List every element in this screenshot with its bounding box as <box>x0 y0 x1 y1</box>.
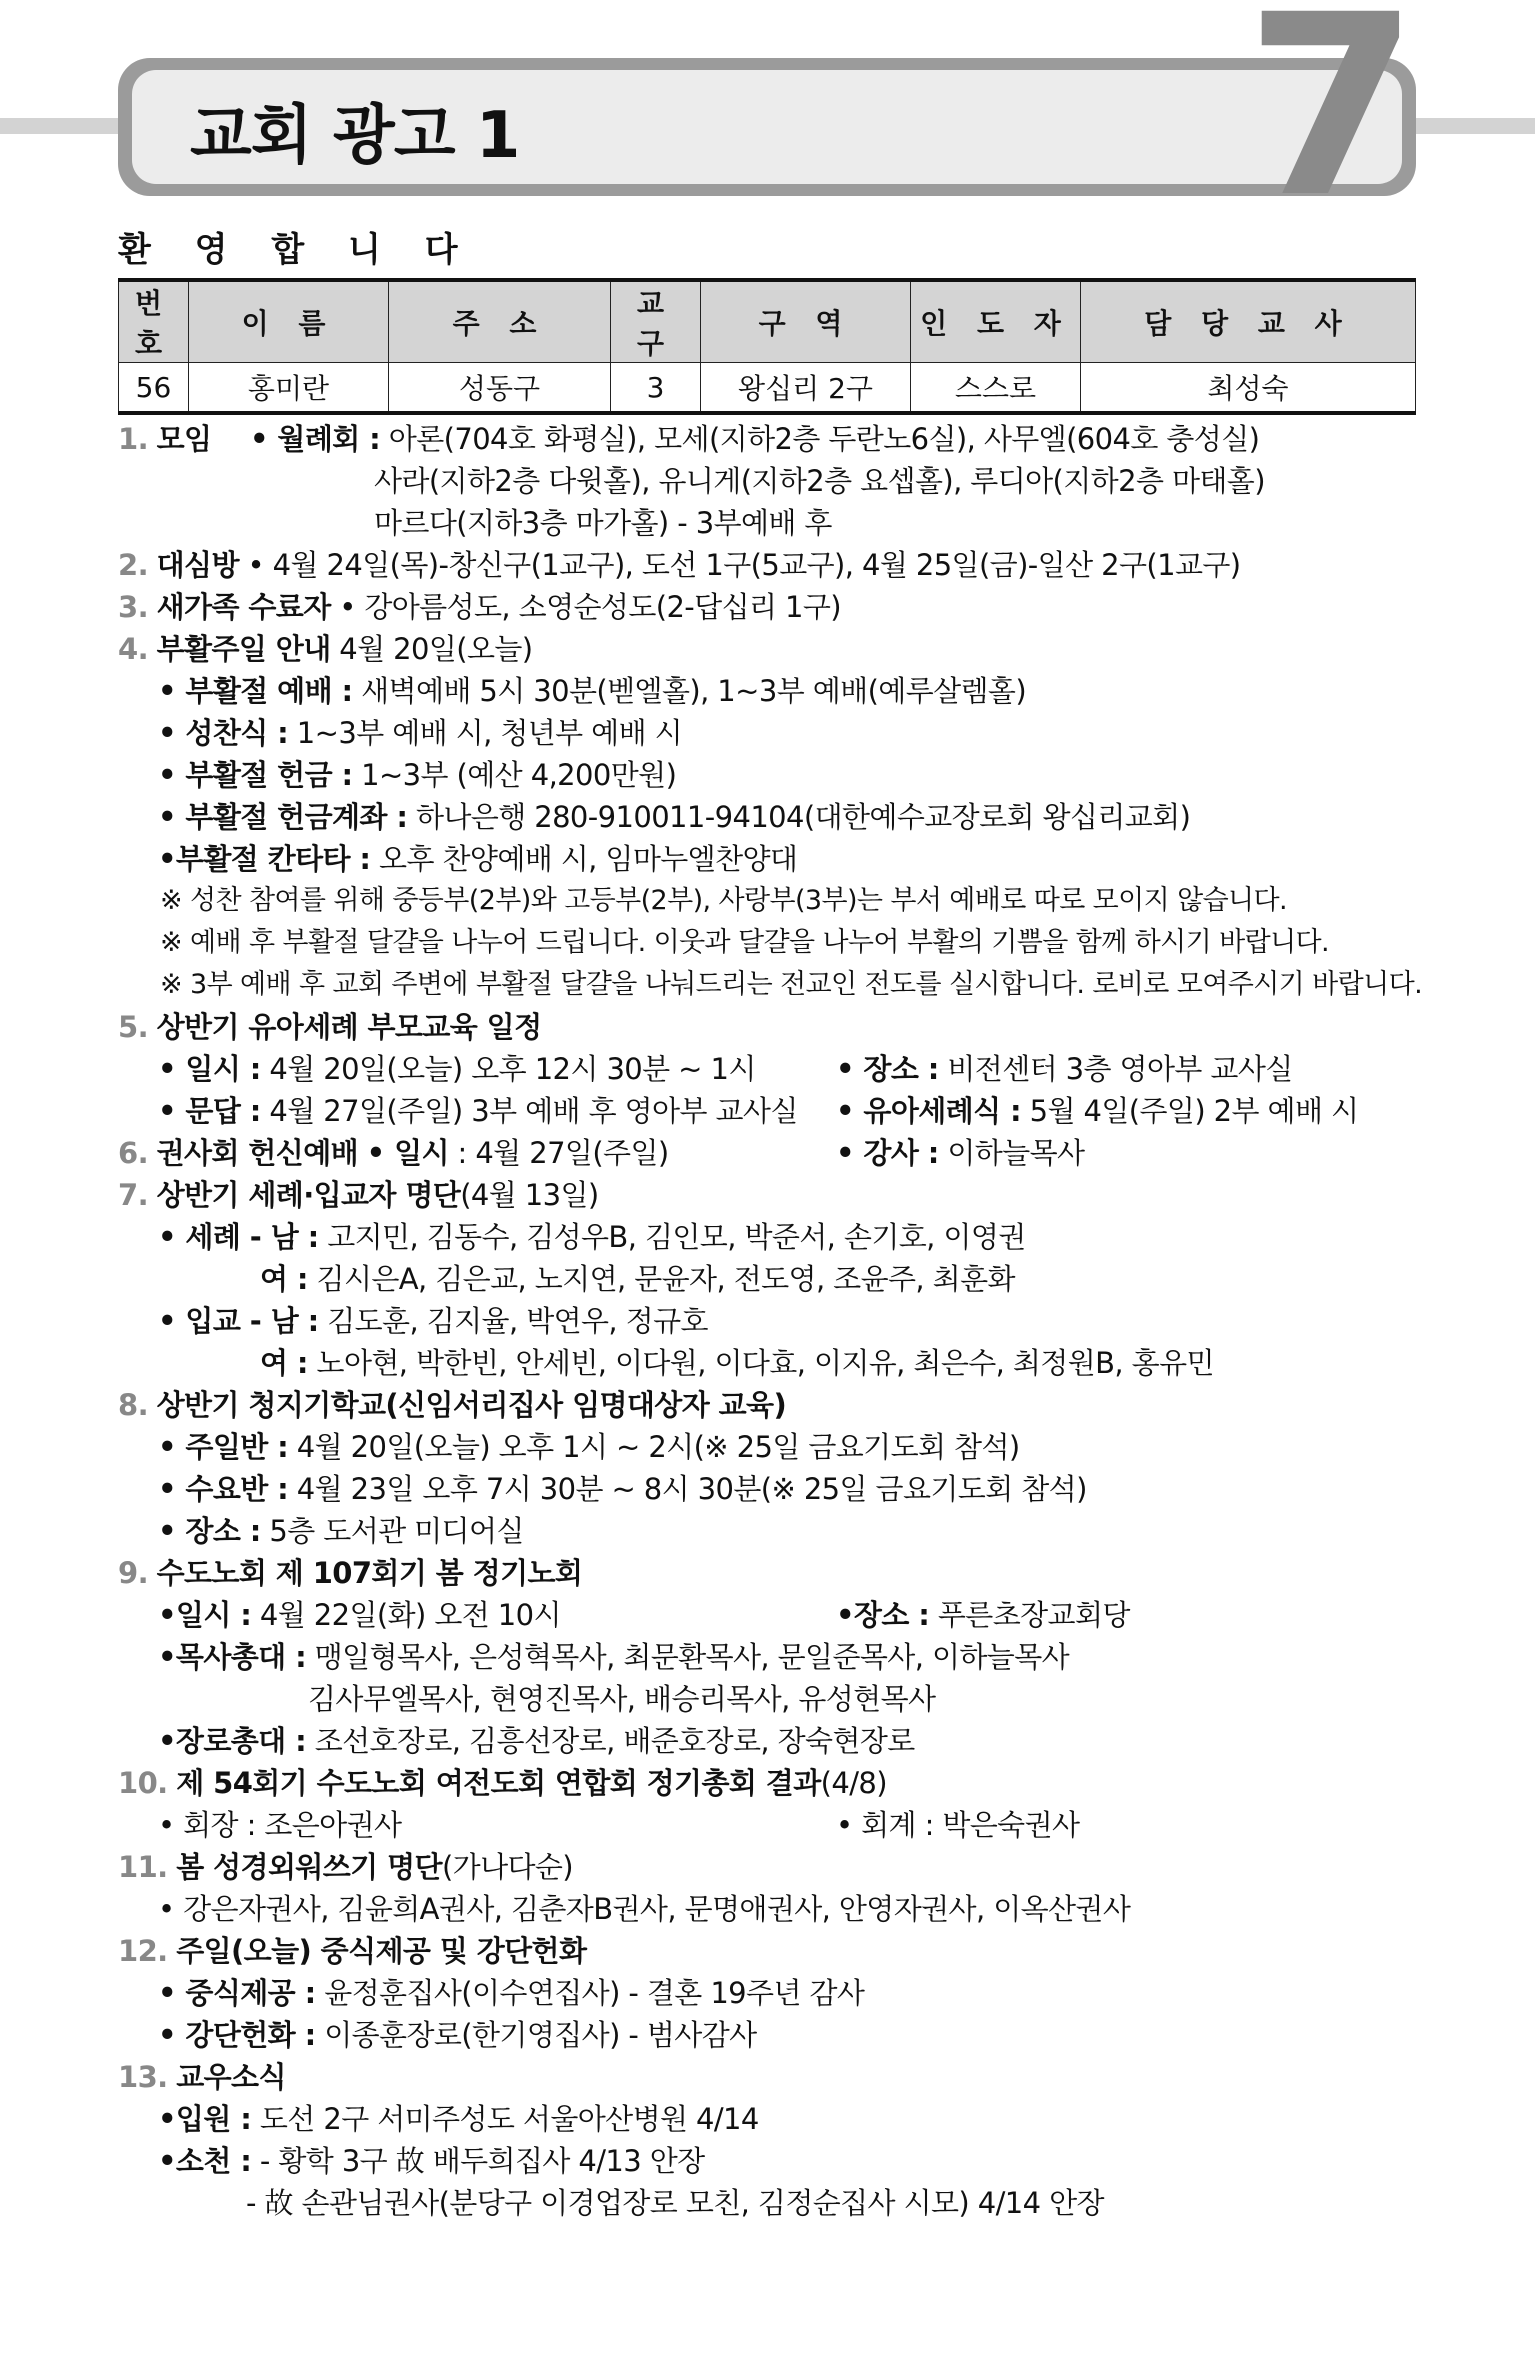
item-9 <box>118 1553 582 1593</box>
welcome-heading: 환 영 합 니 다 <box>118 230 474 270</box>
item-9-line: 김사무엘목사, 현영진목사, 배승리목사, 유성현목사 <box>308 1682 936 1716</box>
item-label: •부활절 칸타타 : <box>158 842 371 876</box>
item-7-line <box>158 1301 708 1341</box>
note: ※ 성찬 참여를 위해 중등부(2부)와 고등부(2부), 사랑부(3부)는 부서 예배로 따로 모이지 않습니다. <box>160 885 1288 916</box>
item-13-line <box>158 2099 759 2139</box>
item-11-line: • 강은자권사, 김윤희A권사, 김춘자B권사, 문명애권사, 안영자권사, 이옥산권사 <box>158 1892 1131 1926</box>
page-number: 7 <box>1245 0 1419 252</box>
note: ※ 3부 예배 후 교회 주변에 부활절 달걀을 나눠드리는 전교인 전도를 실시합니다. 로비로 모여주시기 바랍니다. <box>160 969 1423 1000</box>
item-label: • 강단헌화 : <box>158 2018 316 2052</box>
item-label: • 성찬식 : <box>158 716 289 750</box>
table-cell: 최성숙 <box>1081 363 1416 414</box>
item-4-line <box>158 713 682 753</box>
item-10-line: • 회계 : 박은숙권사 <box>836 1808 1080 1842</box>
item-text: (가나다순) <box>441 1850 574 1884</box>
col-header: 번호 <box>119 280 189 363</box>
item-text: 이하늘목사 <box>947 1136 1085 1170</box>
item-label: • 일시 : <box>158 1052 261 1086</box>
col-header: 교 구 <box>611 280 701 363</box>
item-text: - 황학 3구 故 배두희집사 4/13 안장 <box>259 2144 705 2178</box>
item-text: 4월 20일(오늘) <box>339 632 533 666</box>
item-text: 4월 20일(오늘) 오후 1시 ~ 2시(※ 25일 금요기도회 참석) <box>296 1430 1020 1464</box>
item-10-line: • 회장 : 조은아권사 <box>158 1808 402 1842</box>
item-title: 교우소식 <box>176 2060 286 2094</box>
item-title: 상반기 청지기학교(신임서리집사 임명대상자 교육) <box>156 1388 787 1422</box>
item-8-line <box>158 1469 1087 1509</box>
item-5-line <box>158 1091 798 1131</box>
item-label: • 입교 - 남 : <box>158 1304 319 1338</box>
table-cell: 왕십리 2구 <box>701 363 911 414</box>
item-text: 1~3부 (예산 4,200만원) <box>361 758 677 792</box>
item-number: 11. <box>118 1850 168 1884</box>
table-cell: 성동구 <box>389 363 611 414</box>
item-text: 4월 23일 오후 7시 30분 ~ 8시 30분(※ 25일 금요기도회 참석) <box>296 1472 1087 1506</box>
item-label: • 중식제공 : <box>158 1976 316 2010</box>
item-label: • 부활절 헌금 : <box>158 758 353 792</box>
item-text: • 강아름성도, 소영순성도(2-답십리 1구) <box>339 590 842 624</box>
table-cell: 56 <box>119 363 189 414</box>
item-text: 5월 4일(주일) 2부 예배 시 <box>1029 1094 1359 1128</box>
col-header: 이 름 <box>189 280 389 363</box>
item-number: 7. <box>118 1178 148 1212</box>
item-label: • 부활절 예배 : <box>158 674 353 708</box>
item-number: 3. <box>118 590 148 624</box>
item-label: •장로총대 : <box>158 1724 307 1758</box>
item-label: • 장소 : <box>836 1052 939 1086</box>
col-header: 담 당 교 사 <box>1081 280 1416 363</box>
item-label: •목사총대 : <box>158 1640 307 1674</box>
item-label: 여 : <box>260 1262 308 1296</box>
item-5 <box>118 1007 542 1047</box>
item-title: 모임 <box>156 422 212 456</box>
item-title: 대심방 <box>156 548 239 582</box>
item-text: (4월 13일) <box>460 1178 599 1212</box>
item-text: 김도훈, 김지율, 박연우, 정규호 <box>327 1304 708 1338</box>
item-2 <box>118 545 1241 585</box>
item-11 <box>118 1847 573 1887</box>
item-text: : 4월 27일(주일) <box>457 1136 669 1170</box>
item-9-line <box>158 1595 561 1635</box>
item-8-line <box>158 1511 524 1551</box>
item-7-line <box>158 1217 1026 1257</box>
item-label: • 월례회 : <box>250 422 381 456</box>
item-label: • 일시 <box>366 1136 449 1170</box>
item-1-line: 마르다(지하3층 마가홀) - 3부예배 후 <box>374 506 832 540</box>
item-4 <box>118 629 533 669</box>
item-text: 맹일형목사, 은성혁목사, 최문환목사, 문일준목사, 이하늘목사 <box>314 1640 1070 1674</box>
item-title: 상반기 세례·입교자 명단 <box>156 1178 461 1212</box>
item-label: • 부활절 헌금계좌 : <box>158 800 408 834</box>
item-title: 주일(오늘) 중식제공 및 강단헌화 <box>176 1934 587 1968</box>
item-text: 고지민, 김동수, 김성우B, 김인모, 박준서, 손기호, 이영권 <box>327 1220 1026 1254</box>
item-text: 이종훈장로(한기영집사) - 범사감사 <box>324 2018 757 2052</box>
item-label: • 강사 : <box>836 1136 939 1170</box>
item-1-line <box>250 419 1259 459</box>
item-text: • 4월 24일(목)-창신구(1교구), 도선 1구(5교구), 4월 25일(금)-일산 2구(1교구) <box>247 548 1241 582</box>
item-7-line <box>260 1343 1214 1383</box>
item-number: 9. <box>118 1556 148 1590</box>
item-9-line <box>158 1637 1069 1677</box>
item-number: 6. <box>118 1136 148 1170</box>
item-label: • 유아세례식 : <box>836 1094 1021 1128</box>
item-title: 봄 성경외워쓰기 명단 <box>176 1850 442 1884</box>
item-label: •입원 : <box>158 2102 252 2136</box>
item-text: 5층 도서관 미디어실 <box>269 1514 524 1548</box>
table-cell: 스스로 <box>911 363 1081 414</box>
item-text: 김시은A, 김은교, 노지연, 문윤자, 전도영, 조윤주, 최훈화 <box>316 1262 1015 1296</box>
item-1-line: 사라(지하2층 다윗홀), 유니게(지하2층 요셉홀), 루디아(지하2층 마태홀) <box>374 464 1265 498</box>
item-8 <box>118 1385 786 1425</box>
item-3 <box>118 587 841 627</box>
item-text: 4월 20일(오늘) 오후 12시 30분 ~ 1시 <box>269 1052 756 1086</box>
item-text: 아론(704호 화평실), 모세(지하2층 두란노6실), 사무엘(604호 충성실) <box>388 422 1260 456</box>
col-header: 구 역 <box>701 280 911 363</box>
item-1 <box>118 419 211 459</box>
item-12 <box>118 1931 586 1971</box>
table-header-row <box>119 280 1416 363</box>
item-12-line <box>158 1973 864 2013</box>
item-title: 수도노회 제 107회기 봄 정기노회 <box>156 1556 583 1590</box>
item-text: 도선 2구 서미주성도 서울아산병원 4/14 <box>259 2102 759 2136</box>
item-8-line <box>158 1427 1020 1467</box>
item-5-line <box>158 1049 756 1089</box>
item-label: • 주일반 : <box>158 1430 289 1464</box>
item-title: 권사회 헌신예배 <box>156 1136 359 1170</box>
item-text: 윤정훈집사(이수연집사) - 결혼 19주년 감사 <box>324 1976 865 2010</box>
item-text: 하나은행 280-910011-94104(대한예수교장로회 왕십리교회) <box>415 800 1191 834</box>
item-text: 비전센터 3층 영아부 교사실 <box>947 1052 1293 1086</box>
page-title: 교회 광고 1 <box>190 99 520 173</box>
item-text: (4/8) <box>820 1766 887 1800</box>
item-13-line: - 故 손관님권사(분당구 이경업장로 모친, 김정순집사 시모) 4/14 안장 <box>246 2186 1104 2220</box>
item-13 <box>118 2057 286 2097</box>
item-title: 부활주일 안내 <box>156 632 331 666</box>
item-title: 새가족 수료자 <box>156 590 331 624</box>
item-label: 여 : <box>260 1346 308 1380</box>
table-cell: 3 <box>611 363 701 414</box>
item-5-line <box>836 1091 1358 1131</box>
item-4-line <box>158 797 1190 837</box>
item-number: 12. <box>118 1934 168 1968</box>
note: ※ 예배 후 부활절 달걀을 나누어 드립니다. 이웃과 달걀을 나누어 부활의 기쁨을 함께 하시기 바랍니다. <box>160 927 1330 958</box>
item-title: 상반기 유아세례 부모교육 일정 <box>156 1010 542 1044</box>
item-label: • 세례 - 남 : <box>158 1220 319 1254</box>
item-text: 1~3부 예배 시, 청년부 예배 시 <box>296 716 683 750</box>
item-title: 제 54회기 수도노회 여전도회 연합회 정기총회 결과 <box>176 1766 821 1800</box>
table-cell: 홍미란 <box>189 363 389 414</box>
newcomer-table <box>118 278 1416 415</box>
item-number: 4. <box>118 632 148 666</box>
col-header: 주 소 <box>389 280 611 363</box>
item-label: •장소 : <box>836 1598 930 1632</box>
item-9-line <box>836 1595 1130 1635</box>
item-4-line <box>158 755 676 795</box>
table-row <box>119 363 1416 414</box>
item-number: 10. <box>118 1766 168 1800</box>
item-text: 4월 22일(화) 오전 10시 <box>259 1598 561 1632</box>
item-label: • 수요반 : <box>158 1472 289 1506</box>
item-text: 새벽예배 5시 30분(벧엘홀), 1~3부 예배(예루살렘홀) <box>361 674 1027 708</box>
item-number: 1. <box>118 422 148 456</box>
item-text: 푸른초장교회당 <box>937 1598 1130 1632</box>
item-number: 5. <box>118 1010 148 1044</box>
item-text: 노아현, 박한빈, 안세빈, 이다원, 이다효, 이지유, 최은수, 최정원B, 홍유민 <box>316 1346 1214 1380</box>
item-label: •소천 : <box>158 2144 252 2178</box>
item-text: 조선호장로, 김흥선장로, 배준호장로, 장숙현장로 <box>314 1724 915 1758</box>
item-number: 8. <box>118 1388 148 1422</box>
item-7-line <box>260 1259 1015 1299</box>
item-text: 오후 찬양예배 시, 임마누엘찬양대 <box>379 842 798 876</box>
item-9-line <box>158 1721 915 1761</box>
item-number: 2. <box>118 548 148 582</box>
item-6 <box>118 1133 669 1173</box>
item-13-line <box>158 2141 705 2181</box>
item-label: •일시 : <box>158 1598 252 1632</box>
item-4-line <box>158 671 1026 711</box>
item-text: 4월 27일(주일) 3부 예배 후 영아부 교사실 <box>269 1094 798 1128</box>
item-5-line <box>836 1049 1293 1089</box>
item-label: • 장소 : <box>158 1514 261 1548</box>
item-6-line <box>836 1133 1084 1173</box>
item-4-line <box>158 839 797 879</box>
item-10 <box>118 1763 887 1803</box>
col-header: 인 도 자 <box>911 280 1081 363</box>
item-number: 13. <box>118 2060 168 2094</box>
item-12-line <box>158 2015 757 2055</box>
item-7 <box>118 1175 599 1215</box>
item-label: • 문답 : <box>158 1094 261 1128</box>
